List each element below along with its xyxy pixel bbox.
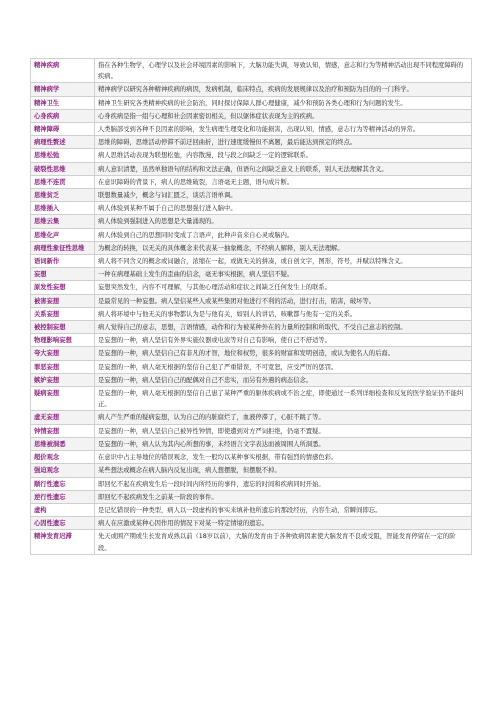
glossary-row bbox=[31, 437, 472, 450]
definition-cell: 病人体验到强制进入的思想是大量涌现的。 bbox=[95, 215, 472, 228]
term-cell: 思维贫乏 bbox=[31, 189, 95, 202]
glossary-row bbox=[31, 424, 472, 437]
glossary-row bbox=[31, 387, 472, 411]
term-cell: 物理影响妄想 bbox=[31, 334, 95, 347]
glossary-row bbox=[31, 294, 472, 307]
definition-cell: 是妄想的一种，病人毫无根据的坚信自己犯了严重错误，不可宽恕，应受严厉的惩罚。 bbox=[95, 360, 472, 373]
term-cell: 虚无妄想 bbox=[31, 411, 95, 424]
glossary-row bbox=[31, 464, 472, 477]
definition-cell: 是最常见的一种妄想。病人坚信某些人或某些集团对他进行不利的活动，进行打击，陷害，破坏等。 bbox=[95, 294, 472, 307]
definition-cell: 先天或围产期或生长发育成熟以前（18岁以前），大脑的发育由于各种致病因素使大脑发育不良或受阻，智能发育停留在一定的阶段。 bbox=[95, 530, 472, 554]
glossary-row bbox=[31, 228, 472, 241]
definition-cell: 病人体验到某种不属于自己的思想强行进入脑中。 bbox=[95, 202, 472, 215]
term-cell: 思维云集 bbox=[31, 215, 95, 228]
term-cell: 强迫观念 bbox=[31, 464, 95, 477]
glossary-row bbox=[31, 321, 472, 334]
glossary-row bbox=[31, 411, 472, 424]
definition-cell: 人类脑部受到各种不良因素的影响，发生病理生理变化和功能损害，出现认知，情感，意志行为等精神活动的异常。 bbox=[95, 123, 472, 136]
definition-cell: 是记忆错误的一种类型，病人以一段虚构的事实来填补他所遗忘的那段经历，内容生动，常瞬间即忘。 bbox=[95, 503, 472, 516]
term-cell: 关系妄想 bbox=[31, 307, 95, 320]
glossary-row bbox=[31, 202, 472, 215]
glossary-row bbox=[31, 451, 472, 464]
definition-cell: 一种在病理基础上发生的歪曲的信念，毫无事实根据，病人坚信不疑。 bbox=[95, 268, 472, 281]
term-cell: 思维不连贯 bbox=[31, 175, 95, 188]
glossary-table bbox=[30, 58, 472, 555]
definition-cell: 是妄想的一种，病人认为其内心所想的事，未经语言文字表达而被周围人所洞悉。 bbox=[95, 437, 472, 450]
glossary-row bbox=[31, 503, 472, 516]
term-cell: 病理性象征性思维 bbox=[31, 241, 95, 254]
glossary-row bbox=[31, 149, 472, 162]
glossary-row bbox=[31, 334, 472, 347]
definition-cell: 妄想突然发生，内容不可理解，与其他心理活动和症状之间缺乏任何发生上的联系。 bbox=[95, 281, 472, 294]
term-cell: 被害妄想 bbox=[31, 294, 95, 307]
definition-cell: 病人思维活动表现为联想松弛，内容散漫，段与段之间缺乏一定的逻辑联系。 bbox=[95, 149, 472, 162]
definition-cell: 在意识障碍的背景下，病人的思维破裂，言语毫无主题，语句成片断。 bbox=[95, 175, 472, 188]
term-cell: 精神病学 bbox=[31, 83, 95, 96]
term-cell: 被控制妄想 bbox=[31, 321, 95, 334]
glossary-row bbox=[31, 96, 472, 109]
definition-cell: 是妄想的一种，病人坚信自己被异性钟情，即使遭到对方严词拒绝，仍毫不置疑。 bbox=[95, 424, 472, 437]
glossary-row bbox=[31, 59, 472, 83]
definition-cell: 心身疾病是指一组与心理和社会因素密切相关，但以躯体症状表现为主的疾病。 bbox=[95, 109, 472, 122]
glossary-row bbox=[31, 281, 472, 294]
term-cell: 思维化声 bbox=[31, 228, 95, 241]
definition-cell: 精神卫生研究各类精神疾病的社会防治，同时探讨保障人群心理健康，减少和预防各类心理和行为问题的发生。 bbox=[95, 96, 472, 109]
glossary-row bbox=[31, 490, 472, 503]
definition-cell: 联想数量减少，概念与词汇匮乏，谈话言语单调。 bbox=[95, 189, 472, 202]
glossary-row bbox=[31, 109, 472, 122]
definition-cell: 是妄想的一种，病人坚信有外界实施仪器或电波等对自己有影响，使自己不舒适等。 bbox=[95, 334, 472, 347]
definition-cell: 是妄想的一种，病人坚信自己有非凡的才智，地位和权势，很多的财富和发明创造，或认为使名人的后裔。 bbox=[95, 347, 472, 360]
term-cell: 钟情妄想 bbox=[31, 424, 95, 437]
term-cell: 罪恶妄想 bbox=[31, 360, 95, 373]
glossary-row bbox=[31, 83, 472, 96]
term-cell: 病理性赘述 bbox=[31, 136, 95, 149]
term-cell: 逆行性遗忘 bbox=[31, 490, 95, 503]
glossary-row bbox=[31, 360, 472, 373]
term-cell: 思维松弛 bbox=[31, 149, 95, 162]
glossary-row bbox=[31, 175, 472, 188]
term-cell: 思维插入 bbox=[31, 202, 95, 215]
glossary-body bbox=[31, 59, 472, 555]
term-cell: 虚构 bbox=[31, 503, 95, 516]
definition-cell: 病人觉得自己的意志，思想，言语情感，动作和行为被某种外在的力量所控制和所取代，不受自己意志的控制。 bbox=[95, 321, 472, 334]
definition-cell: 病人体验到自己的思想同时变成了言语声，此种声音来自心灵或脑内。 bbox=[95, 228, 472, 241]
term-cell: 超价观念 bbox=[31, 451, 95, 464]
definition-cell: 为概念的转换，以无关的具体概念来代表某一抽象概念，不经病人解释，别人无法理解。 bbox=[95, 241, 472, 254]
glossary-row bbox=[31, 123, 472, 136]
glossary-row bbox=[31, 162, 472, 175]
glossary-row bbox=[31, 517, 472, 530]
definition-cell: 是妄想的一种，病人毫无根据的坚信自己患了某种严重的躯体疾病或不治之症，即使通过一系列详细检查和反复的医学验证仍不能纠正。 bbox=[95, 387, 472, 411]
glossary-row bbox=[31, 307, 472, 320]
glossary-row bbox=[31, 241, 472, 254]
definition-cell: 即回忆不起疾病发生之前某一阶段的事件。 bbox=[95, 490, 472, 503]
definition-cell: 病人意识清楚，虽然单独语句的结构和文法正确，但语句之间缺乏意义上的联系，别人无法理解其含义。 bbox=[95, 162, 472, 175]
definition-cell: 即回忆不起在疾病发生后一段时间内所经历的事件，遗忘的时间和疾病同时开始。 bbox=[95, 477, 472, 490]
definition-cell: 病人将不同含义的概念或词融合，浓缩在一起，或做无关的拼凑，或自创文字，图形，符号，并赋以特殊含义。 bbox=[95, 255, 472, 268]
term-cell: 精神障碍 bbox=[31, 123, 95, 136]
glossary-row bbox=[31, 268, 472, 281]
glossary-row bbox=[31, 136, 472, 149]
term-cell: 语词新作 bbox=[31, 255, 95, 268]
term-cell: 疑病妄想 bbox=[31, 387, 95, 411]
term-cell: 夸大妄想 bbox=[31, 347, 95, 360]
definition-cell: 病人在应激或某种心因作用的情况下对某一特定情境的遗忘。 bbox=[95, 517, 472, 530]
definition-cell: 指在各种生物学，心理学以及社会环境因素的影响下，大脑功能失调，导致认知，情感，意志和行为等精神活动出现不同程度障碍的疾病。 bbox=[95, 59, 472, 83]
definition-cell: 精神病学以研究各种精神疾病的病因，发病机制，临床特点，疾病的发展规律以及治疗和预防为目的的一门科学。 bbox=[95, 83, 472, 96]
definition-cell: 某些想法或概念在病人脑内反复出现，病人想摆脱，但摆脱不掉。 bbox=[95, 464, 472, 477]
term-cell: 心因性遗忘 bbox=[31, 517, 95, 530]
glossary-row bbox=[31, 215, 472, 228]
term-cell: 心身疾病 bbox=[31, 109, 95, 122]
term-cell: 妄想 bbox=[31, 268, 95, 281]
term-cell: 嫉妒妄想 bbox=[31, 373, 95, 386]
term-cell: 精神卫生 bbox=[31, 96, 95, 109]
term-cell: 精神发育迟滞 bbox=[31, 530, 95, 554]
definition-cell: 病人产生严重的疑病妄想，认为自己的内脏腐烂了，血液停滞了，心脏不跳了等。 bbox=[95, 411, 472, 424]
term-cell: 思维被洞悉 bbox=[31, 437, 95, 450]
glossary-row bbox=[31, 373, 472, 386]
term-cell: 原发性妄想 bbox=[31, 281, 95, 294]
definition-cell: 是妄想的一种，病人坚信自己的配偶对自己不忠实，而另有外遇的病态信念。 bbox=[95, 373, 472, 386]
glossary-row bbox=[31, 477, 472, 490]
definition-cell: 在意识中占主导地位的错误观念，发生一般均以某种事实根据，带有强烈的情感色彩。 bbox=[95, 451, 472, 464]
glossary-row bbox=[31, 530, 472, 554]
glossary-row bbox=[31, 255, 472, 268]
definition-cell: 思维的障碍，思维活动停滞不前迂回曲折，进行速度缓慢但不离题，最后能达到预定的终点。 bbox=[95, 136, 472, 149]
term-cell: 精神疾病 bbox=[31, 59, 95, 83]
term-cell: 顺行性遗忘 bbox=[31, 477, 95, 490]
definition-cell: 病人将环境中与他无关的事物都认为是与他有关，如别人的讲话，咳嗽都与他有一定的关系。 bbox=[95, 307, 472, 320]
glossary-row bbox=[31, 347, 472, 360]
glossary-row bbox=[31, 189, 472, 202]
term-cell: 破裂性思维 bbox=[31, 162, 95, 175]
